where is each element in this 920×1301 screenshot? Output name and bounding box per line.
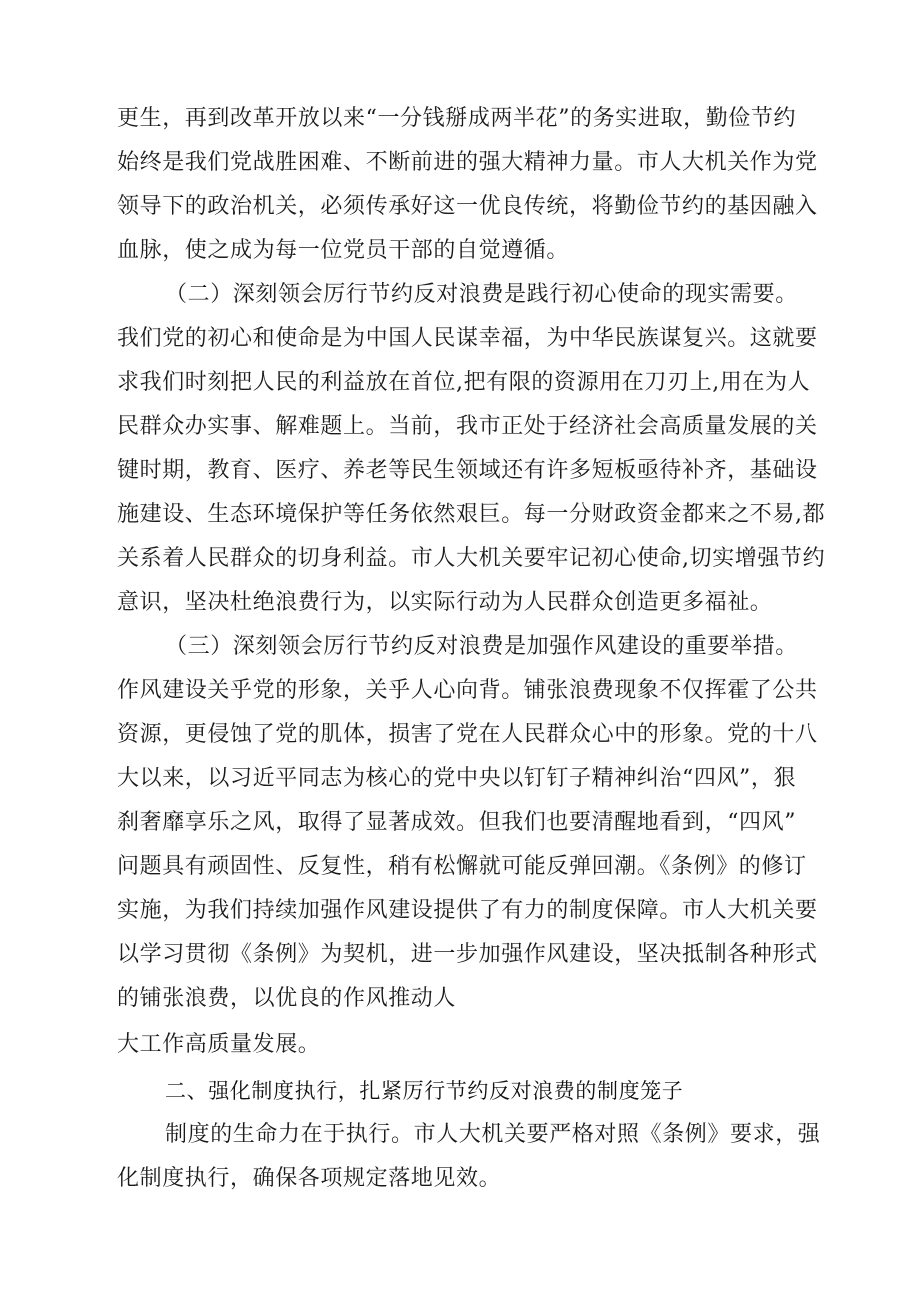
text-line: 实施，为我们持续加强作风建设提供了有力的制度保障。市人大机关要: [117, 898, 818, 923]
text-line: 化制度执行，确保各项规定落地见效。: [117, 1166, 502, 1191]
text-line: 以学习贯彻《条例》为契机，进一步加强作风建设，坚决抵制各种形式: [117, 942, 818, 967]
text-line: 问题具有顽固性、反复性，稍有松懈就可能反弹回潮。《条例》的修订: [117, 854, 807, 879]
text-line: 刹奢靡享乐之风，取得了显著成效。但我们也要清醒地看到，“四风”: [117, 810, 797, 835]
text-line: 施建设、生态环境保护等任务依然艰巨。每一分财政资金都来之不易,都: [117, 502, 826, 527]
text-line: 大以来，以习近平同志为核心的党中央以钉钉子精神纠治“四风”，狠: [117, 766, 797, 791]
text-line: 血脉，使之成为每一位党员干部的自觉遵循。: [117, 238, 570, 263]
text-line: 大工作高质量发展。: [117, 1032, 321, 1057]
text-line: 始终是我们党战胜困难、不断前进的强大精神力量。市人大机关作为党: [117, 150, 818, 175]
text-line: 我们党的初心和使命是为中国人民谋幸福，为中华民族谋复兴。这就要: [117, 326, 818, 351]
text-line: 更生，再到改革开放以来“一分钱掰成两半花”的务实进取，勤俭节约: [117, 106, 797, 131]
text-line: 领导下的政治机关，必须传承好这一优良传统，将勤俭节约的基因融入: [117, 194, 818, 219]
text-line: 关系着人民群众的切身利益。市人大机关要牢记初心使命,切实增强节约: [117, 546, 826, 571]
text-line: 意识，坚决杜绝浪费行为，以实际行动为人民群众创造更多福祉。: [117, 590, 773, 615]
text-line: 民群众办实事、解难题上。当前，我市正处于经济社会高质量发展的关: [117, 414, 818, 439]
text-line: 键时期，教育、医疗、养老等民生领域还有许多短板亟待补齐，基础设: [117, 458, 818, 483]
text-line: 求我们时刻把人民的利益放在首位,把有限的资源用在刀刃上,用在为人: [117, 370, 811, 395]
text-line: 制度的生命力在于执行。市人大机关要严格对照《条例》要求，强: [165, 1122, 821, 1147]
text-line: 的铺张浪费，以优良的作风推动人: [117, 986, 457, 1011]
subsection-heading: （二）深刻领会厉行节约反对浪费是践行初心使命的现实需要。: [165, 282, 798, 307]
text-line: 资源，更侵蚀了党的肌体，损害了党在人民群众心中的形象。党的十八: [117, 722, 818, 747]
section-heading: 二、强化制度执行，扎紧厉行节约反对浪费的制度笼子: [165, 1079, 684, 1103]
text-line: 作风建设关乎党的形象，关乎人心向背。铺张浪费现象不仅挥霍了公共: [117, 678, 818, 703]
subsection-heading: （三）深刻领会厉行节约反对浪费是加强作风建设的重要举措。: [165, 634, 798, 659]
